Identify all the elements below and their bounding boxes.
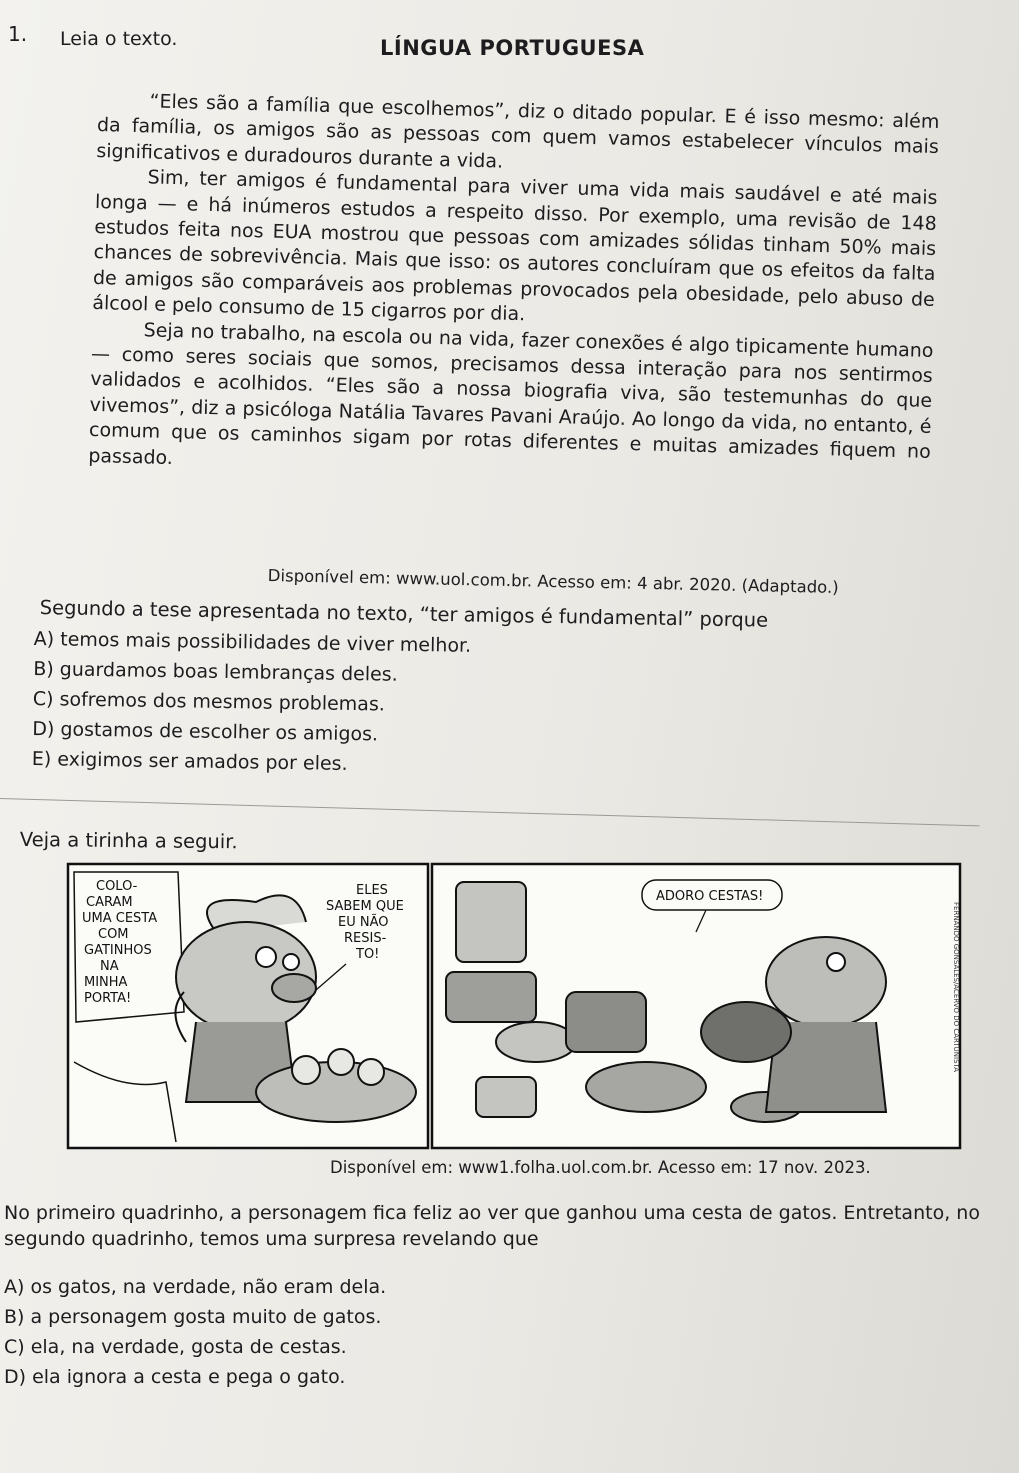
option-b[interactable]: B) guardamos boas lembranças deles. (33, 657, 398, 686)
caption-line-6: NA (100, 959, 119, 974)
question-2-text: No primeiro quadrinho, a personagem fica feliz ao ver que ganhou uma cesta de gatos. Entretanto, no segundo quadrinho, temos uma surpresa revelando que (4, 1202, 980, 1250)
q2-option-b[interactable]: B) a personagem gosta muito de gatos. (4, 1306, 382, 1328)
question-1-prompt: Segundo a tese apresentada no texto, “ter amigos é fundamental” porque (39, 596, 769, 632)
comic-panel-2 (432, 864, 960, 1148)
option-a[interactable]: A) temos mais possibilidades de viver melhor. (33, 627, 472, 657)
caption-line-1: COLO- (96, 879, 138, 894)
option-e[interactable]: E) exigimos ser amados por eles. (31, 747, 348, 775)
text-source: Disponível em: www.uol.com.br. Acesso em: 4 abr. 2020. (Adaptado.) (267, 566, 839, 597)
reading-text (88, 88, 940, 491)
comic-panel-1 (68, 864, 428, 1148)
section-divider (0, 798, 980, 826)
text-paragraph-1: “Eles são a família que escolhemos”, diz o ditado popular. E é isso mesmo: além da família, os amigos são as pessoas com quem vamos estabelecer vínculos mais significativos e duradouros durante a vida. (96, 90, 940, 173)
question-1-options (32, 624, 472, 781)
panel-2-speech: ADORO CESTAS! (656, 889, 764, 904)
text-paragraph-2: Sim, ter amigos é fundamental para viver uma vida mais saudável e até mais longa — e há inúmeros estudos a respeito disso. Por exemplo, uma revisão de 148 estudos feita nos EUA mostrou que pessoas com amizades sólidas tinham 50% mais chances de sobrevivência. Mais que isso: os autores concluíram que os efeitos da falta de amigos são comparáveis aos problemas provocados pela obesidade, pelo abuso de álcool e pelo consumo de 15 cigarros por dia. (92, 166, 938, 326)
text-paragraph-3: Seja no trabalho, na escola ou na vida, fazer conexões é algo tipicamente humano — como seres sociais que somos, precisamos dessa interação para nos sentirmos validados e acolhidos. “Eles são a nossa biografia viva, são testemunhas do que vivemos”, diz a psicóloga Natália Tavares Pavani Araújo. Ao longo da vida, no entanto, é comum que os caminhos sigam por rotas diferentes e muitas amizades fiquem no passado. (88, 318, 934, 469)
comic-source: Disponível em: www1.folha.uol.com.br. Acesso em: 17 nov. 2023. (330, 1158, 871, 1177)
speech-line-1: ELES (356, 883, 388, 898)
comic-strip (66, 862, 962, 1152)
question-number: 1. (8, 22, 28, 46)
caption-line-2: CARAM (86, 895, 133, 910)
q2-option-c[interactable]: C) ela, na verdade, gosta de cestas. (4, 1336, 347, 1358)
option-d[interactable]: D) gostamos de escolher os amigos. (32, 717, 379, 746)
speech-line-4: RESIS- (344, 931, 387, 946)
caption-line-5: GATINHOS (84, 943, 152, 958)
comic-intro: Veja a tirinha a seguir. (19, 828, 238, 854)
option-c[interactable]: C) sofremos dos mesmos problemas. (32, 687, 386, 716)
caption-line-3: UMA CESTA (82, 911, 158, 926)
q2-option-a[interactable]: A) os gatos, na verdade, não eram dela. (4, 1276, 387, 1298)
speech-line-2: SABEM QUE (326, 899, 404, 914)
speech-line-3: EU NÃO (338, 915, 389, 930)
caption-line-8: PORTA! (84, 991, 132, 1006)
speech-line-5: TO! (356, 947, 380, 962)
subject-title: LÍNGUA PORTUGUESA (380, 36, 645, 60)
question-2-options (4, 1272, 386, 1392)
question-lead: Leia o texto. (60, 28, 178, 50)
caption-line-7: MINHA (84, 975, 128, 990)
caption-line-4: COM (98, 927, 129, 942)
comic-credit: FERNANDO GONSALES/ACERVO DO CARTUNISTA (952, 902, 960, 1073)
q2-option-d[interactable]: D) ela ignora a cesta e pega o gato. (4, 1366, 346, 1388)
question-2-prompt (4, 1200, 1014, 1252)
